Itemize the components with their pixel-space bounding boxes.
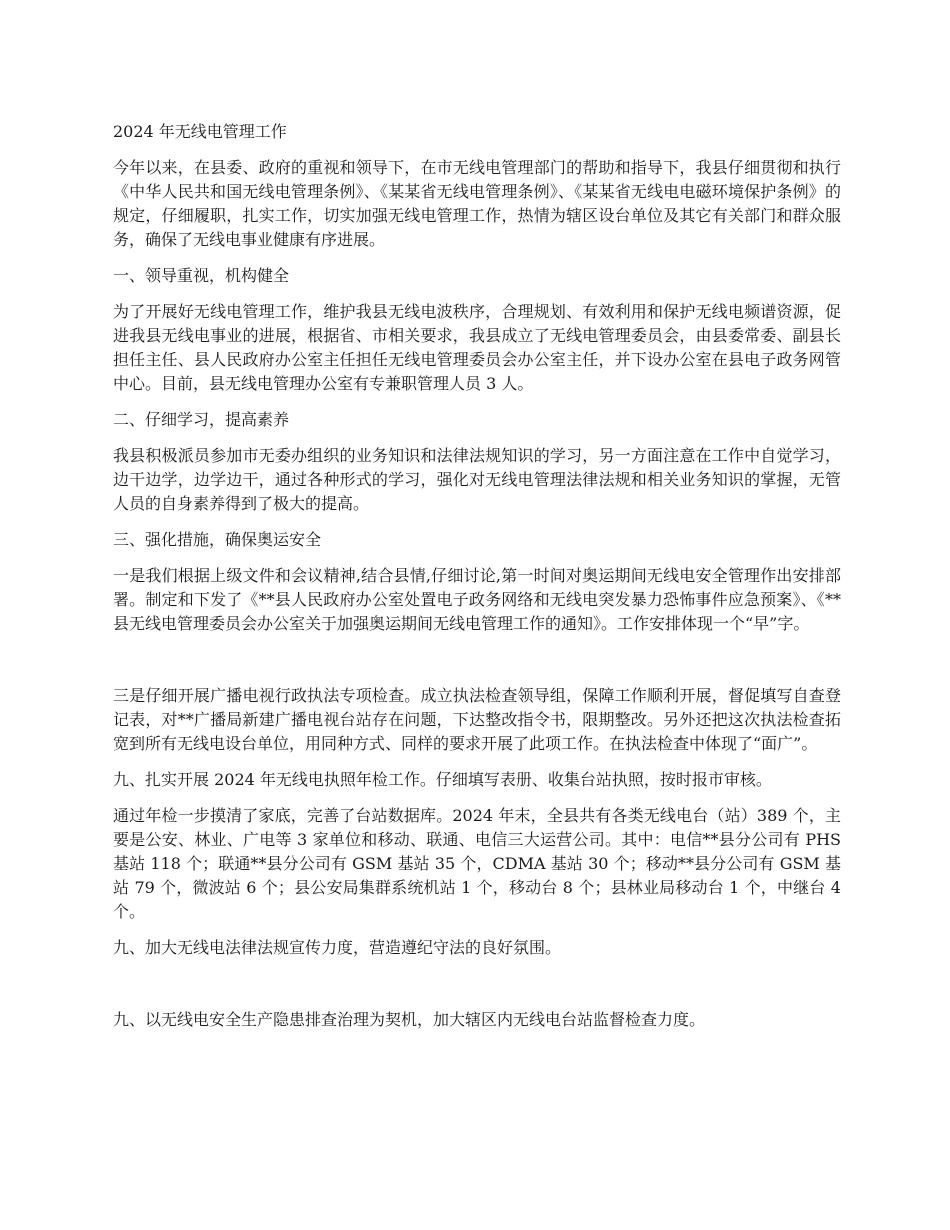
document-page (113, 120, 841, 1044)
section-body-3b: 三是仔细开展广播电视行政执法专项检查。成立执法检查领导组，保障工作顺利开展，督促填写自查登记表，对**广播局新建广播电视台站存在问题，下达整改指令书，限期整改。另外还把这次执法检查拓宽到所有无线电设台单位，用同种方式、同样的要求开展了此项工作。在执法检查中体现了“面广”。 (113, 686, 841, 753)
spacer (113, 972, 841, 1008)
intro-paragraph: 今年以来，在县委、政府的重视和领导下，在市无线电管理部门的帮助和指导下，我县仔细贯彻和执行《中华人民共和国无线电管理条例》、《某某省无线电管理条例》、《某某省无线电电磁环境保护条例》的规定，仔细履职，扎实工作，切实加强无线电管理工作，热情为辖区设台单位及其它有关部门和群众服务，确保了无线电事业健康有序进展。 (113, 158, 841, 249)
section-heading-5: 九、加大无线电法律法规宣传力度，营造遵纪守法的良好氛围。 (113, 938, 562, 957)
section-heading-2: 二、仔细学习，提高素养 (113, 410, 290, 429)
section-body-2: 我县积极派员参加市无委办组织的业务知识和法律法规知识的学习，另一方面注意在工作中自觉学习，边干边学，边学边干，通过各种形式的学习，强化对无线电管理法律法规和相关业务知识的掌握，无管人员的自身素养得到了极大的提高。 (113, 446, 841, 513)
spacer (113, 648, 841, 684)
section-heading-3: 三、强化措施，确保奥运安全 (113, 530, 322, 549)
section-heading-6: 九、以无线电安全生产隐患排查治理为契机，加大辖区内无线电台站监督检查力度。 (113, 1010, 706, 1029)
section-body-3: 一是我们根据上级文件和会议精神,结合县情,仔细讨论,第一时间对奥运期间无线电安全管理作出安排部署。制定和下发了《**县人民政府办公室处置电子政务网络和无线电突发暴力恐怖事件应急预案》、《**县无线电管理委员会办公室关于加强奥运期间无线电管理工作的通知》。工作安排体现一个“早”字。 (113, 566, 841, 633)
section-heading-1: 一、领导重视，机构健全 (113, 266, 290, 285)
document-title: 2024 年无线电管理工作 (113, 122, 287, 141)
section-heading-4: 九、扎实开展 2024 年无线电执照年检工作。仔细填写表册、收集台站执照，按时报市审核。 (113, 770, 772, 789)
section-body-1: 为了开展好无线电管理工作，维护我县无线电波秩序，合理规划、有效利用和保护无线电频谱资源，促进我县无线电事业的进展，根据省、市相关要求，我县成立了无线电管理委员会，由县委常委、副县长担任主任、县人民政府办公室主任担任无线电管理委员会办公室主任，并下设办公室在县电子政务网管中心。目前，县无线电管理办公室有专兼职管理人员 3 人。 (113, 302, 841, 393)
section-body-4: 通过年检一步摸清了家底，完善了台站数据库。2024 年末，全县共有各类无线电台（站）389 个，主要是公安、林业、广电等 3 家单位和移动、联通、电信三大运营公司。其中：电信**县分公司有 PHS 基站 118 个；联通**县分公司有 GSM 基站 35 个，CDMA 基站 30 个；移动**县分公司有 GSM 基站 79 个，微波站 6 个；县公安局集群系统机站 1 个，移动台 8 个；县林业局移动台 1 个，中继台 4 个。 (113, 806, 841, 921)
